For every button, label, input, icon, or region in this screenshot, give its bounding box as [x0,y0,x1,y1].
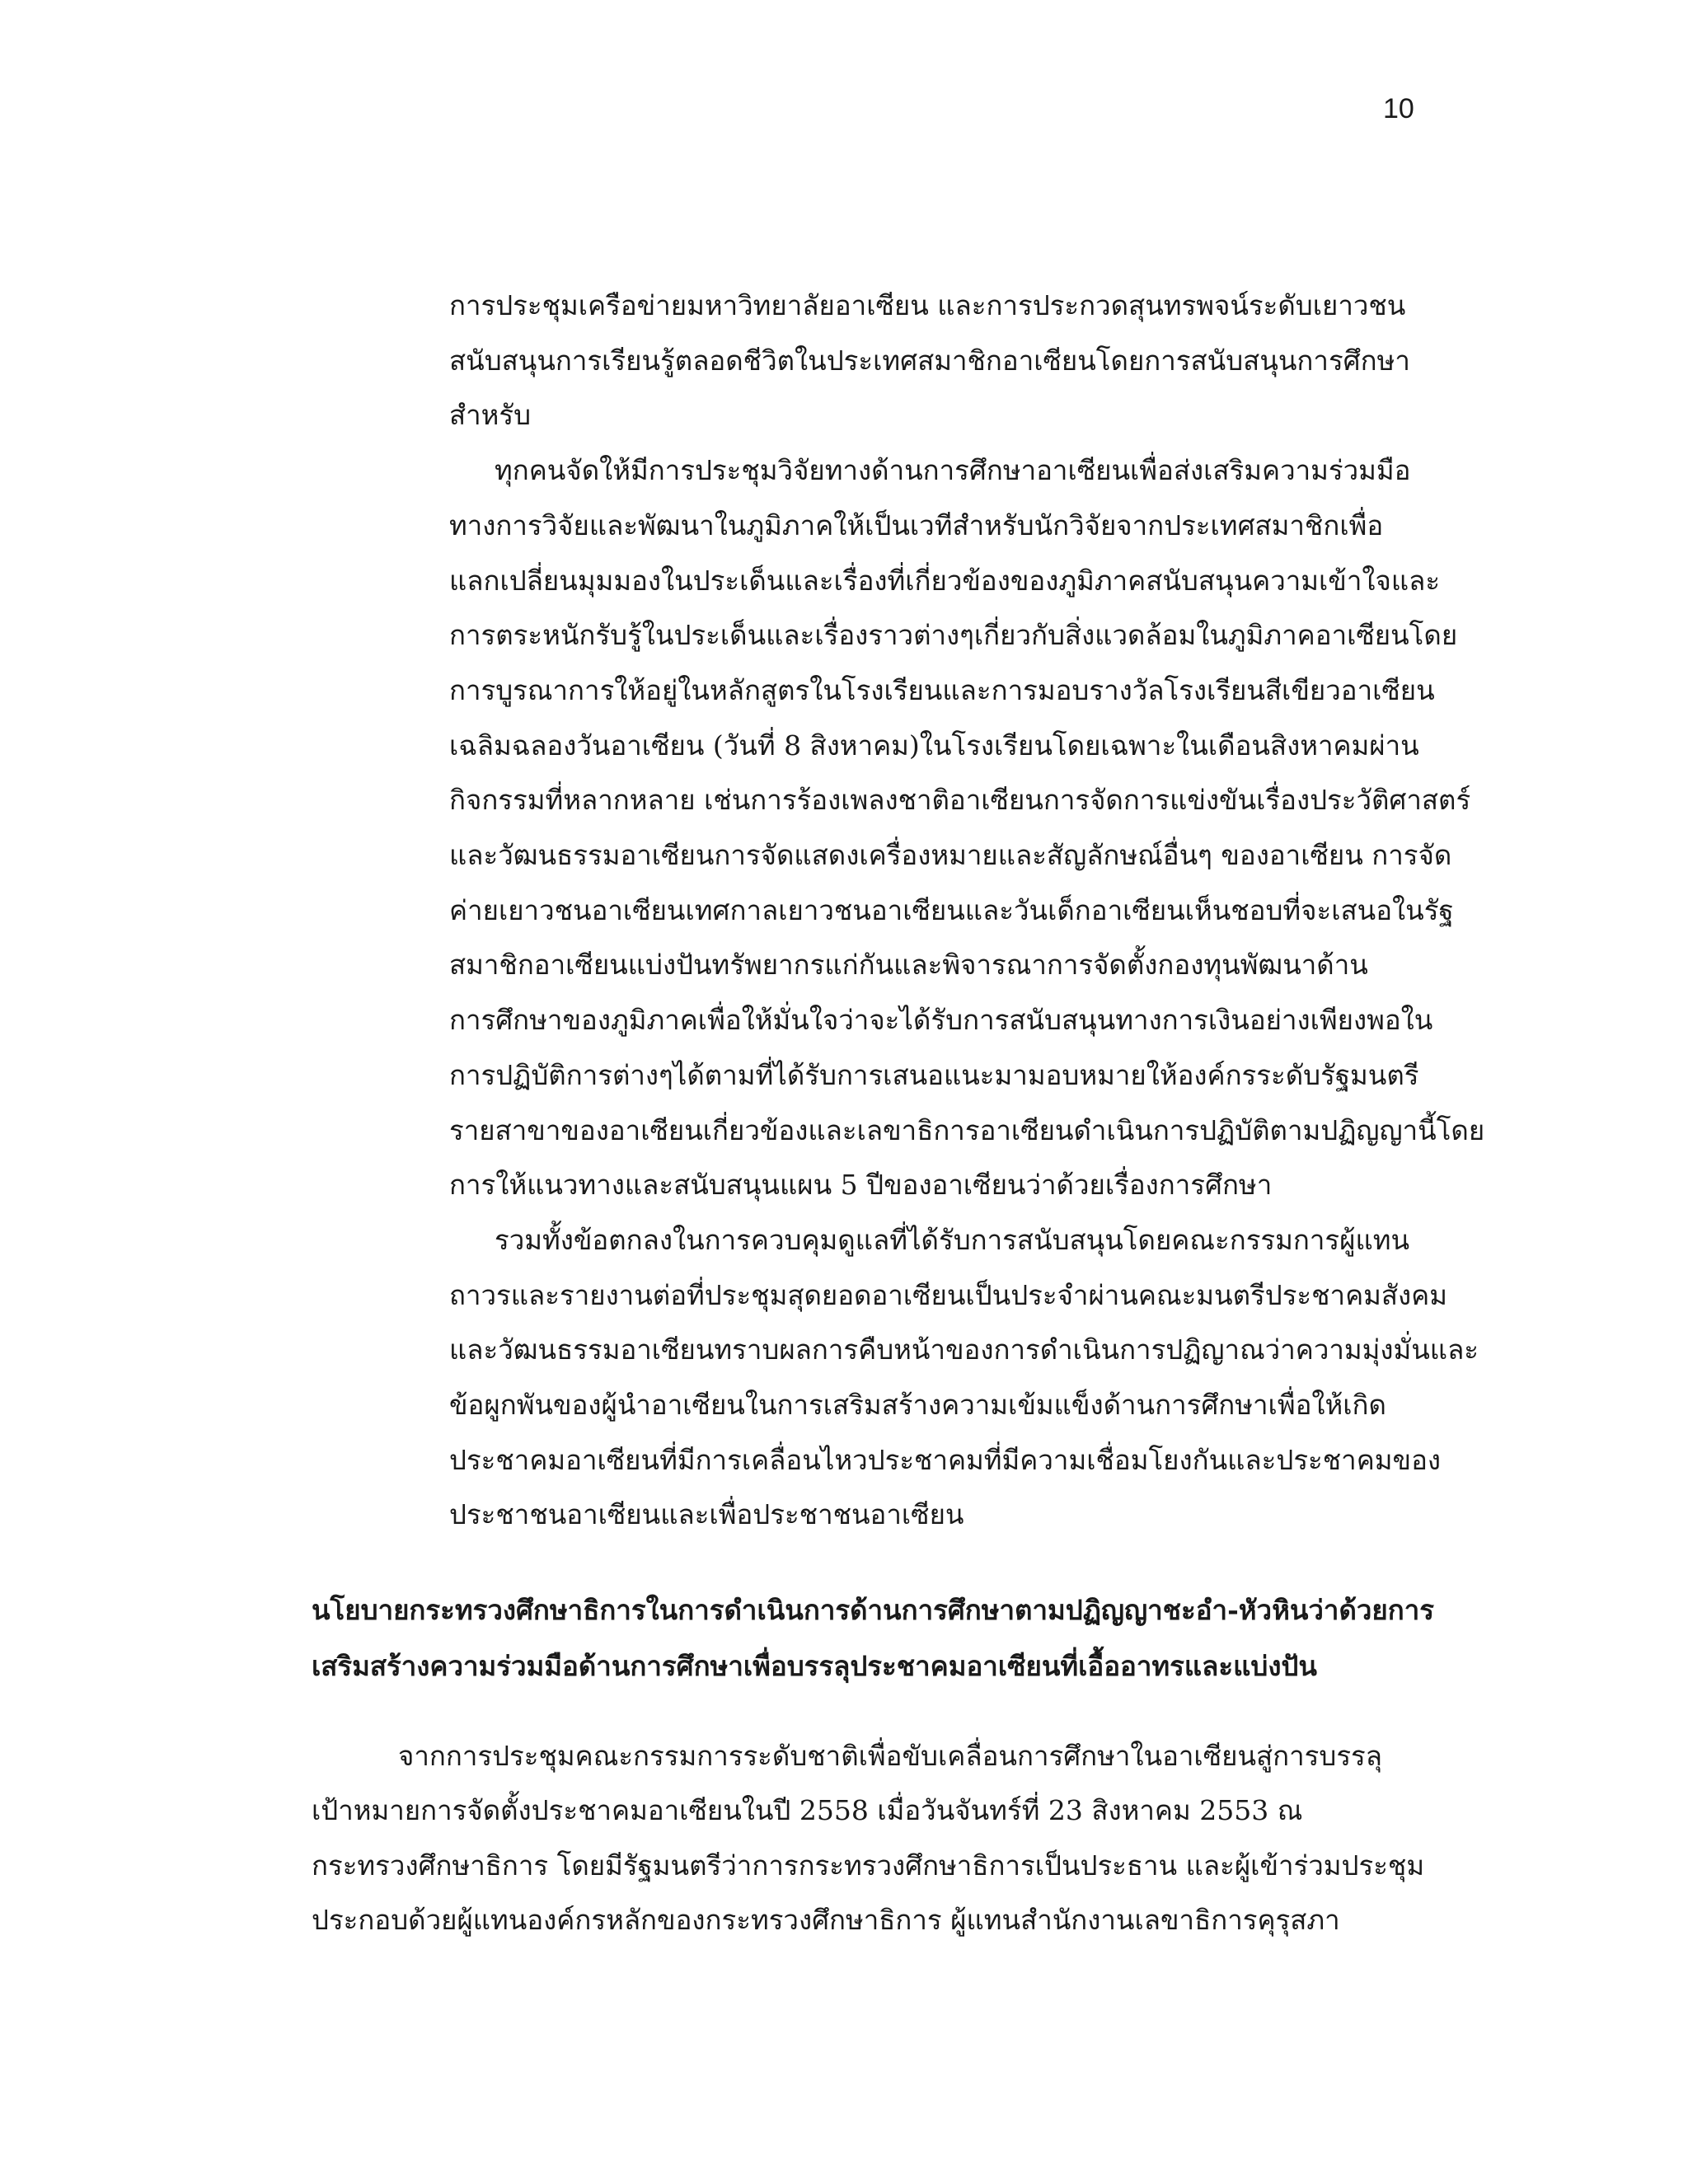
text-line: ถาวรและรายงานต่อที่ประชุมสุดยอดอาเซียนเป็นประจำผ่านคณะมนตรีประชาคมสังคม [449,1278,1447,1311]
text-line: สมาชิกอาเซียนแบ่งปันทรัพยากรแก่กันและพิจารณาการจัดตั้งกองทุนพัฒนาด้าน [449,949,1368,982]
paragraph-start-line: รวมทั้งข้อตกลงในการควบคุมดูแลที่ได้รับการสนับสนุนโดยคณะกรรมการผู้แทน [495,1223,1410,1256]
text-line: สำหรับ [449,399,532,432]
text-line: แลกเปลี่ยนมุมมองในประเด็นและเรื่องที่เกี่ยวข้องของภูมิภาคสนับสนุนความเข้าใจและ [449,564,1441,597]
text-line: รายสาขาของอาเซียนเกี่ยวข้องและเลขาธิการอาเซียนดำเนินการปฏิบัติตามปฏิญญานี้โดย [449,1113,1485,1146]
text-line: ประกอบด้วยผู้แทนองค์กรหลักของกระทรวงศึกษาธิการ ผู้แทนสำนักงานเลขาธิการคุรุสภา [312,1903,1340,1936]
text-line: กระทรวงศึกษาธิการ โดยมีรัฐมนตรีว่าการกระทรวงศึกษาธิการเป็นประธาน และผู้เข้าร่วมประชุม [312,1849,1425,1882]
heading-line: นโยบายกระทรวงศึกษาธิการในการดำเนินการด้านการศึกษาตามปฏิญญาชะอำ-หัวหินว่าด้วยการ [312,1594,1434,1626]
text-line: การประชุมเครือข่ายมหาวิทยาลัยอาเซียน และการประกวดสุนทรพจน์ระดับเยาวชน [449,289,1406,321]
text-line: ทางการวิจัยและพัฒนาในภูมิภาคให้เป็นเวทีสำหรับนักวิจัยจากประเทศสมาชิกเพื่อ [449,509,1384,541]
text-line: สนับสนุนการเรียนรู้ตลอดชีวิตในประเทศสมาชิกอาเซียนโดยการสนับสนุนการศึกษา [449,344,1410,377]
indented-section [449,279,1485,1543]
text-line: การให้แนวทางและสนับสนุนแผน 5 ปีของอาเซียนว่าด้วยเรื่องการศึกษา [449,1169,1273,1202]
heading-line: เสริมสร้างความร่วมมือด้านการศึกษาเพื่อบรรลุประชาคมอาเซียนที่เอื้ออาทรและแบ่งปัน [312,1650,1317,1682]
text-line: ประชาคมอาเซียนที่มีการเคลื่อนไหวประชาคมที่มีความเชื่อมโยงกันและประชาคมของ [449,1443,1442,1476]
page-number: 10 [1383,93,1414,124]
text-line: เฉลิมฉลองวันอาเซียน (วันที่ 8 สิงหาคม)ในโรงเรียนโดยเฉพาะในเดือนสิงหาคมผ่าน [449,729,1419,762]
body-section [312,1729,1425,1947]
paragraph-start-line: จากการประชุมคณะกรรมการระดับชาติเพื่อขับเคลื่อนการศึกษาในอาเซียนสู่การบรรลุ [398,1740,1382,1772]
text-line: การปฏิบัติการต่างๆได้ตามที่ได้รับการเสนอแนะมามอบหมายให้องค์กรระดับรัฐมนตรี [449,1058,1419,1091]
text-line: ค่ายเยาวชนอาเซียนเทศกาลเยาวชนอาเซียนและวันเด็กอาเซียนเห็นชอบที่จะเสนอในรัฐ [449,893,1454,926]
text-line: และวัฒนธรรมอาเซียนทราบผลการคืบหน้าของการดำเนินการปฏิญาณว่าความมุ่งมั่นและ [449,1333,1479,1366]
text-line: การบูรณาการให้อยู่ในหลักสูตรในโรงเรียนและการมอบรางวัลโรงเรียนสีเขียวอาเซียน [449,673,1435,706]
paragraph-start-line: ทุกคนจัดให้มีการประชุมวิจัยทางด้านการศึกษาอาเซียนเพื่อส่งเสริมความร่วมมือ [495,454,1411,487]
text-line: ประชาชนอาเซียนและเพื่อประชาชนอาเซียน [449,1498,964,1531]
section-heading [312,1582,1434,1694]
text-line: กิจกรรมที่หลากหลาย เช่นการร้องเพลงชาติอาเซียนการจัดการแข่งขันเรื่องประวัติศาสตร์ [449,784,1471,817]
text-line: การตระหนักรับรู้ในประเด็นและเรื่องราวต่างๆเกี่ยวกับสิ่งแวดล้อมในภูมิภาคอาเซียนโดย [449,619,1458,652]
text-line: และวัฒนธรรมอาเซียนการจัดแสดงเครื่องหมายและสัญลักษณ์อื่นๆ ของอาเซียน การจัด [449,839,1452,872]
text-line: ข้อผูกพันของผู้นำอาเซียนในการเสริมสร้างความเข้มแข็งด้านการศึกษาเพื่อให้เกิด [449,1389,1386,1422]
text-line: การศึกษาของภูมิภาคเพื่อให้มั่นใจว่าจะได้รับการสนับสนุนทางการเงินอย่างเพียงพอใน [449,1004,1433,1037]
text-line: เป้าหมายการจัดตั้งประชาคมอาเซียนในปี 2558 เมื่อวันจันทร์ที่ 23 สิงหาคม 2553 ณ [312,1794,1303,1827]
